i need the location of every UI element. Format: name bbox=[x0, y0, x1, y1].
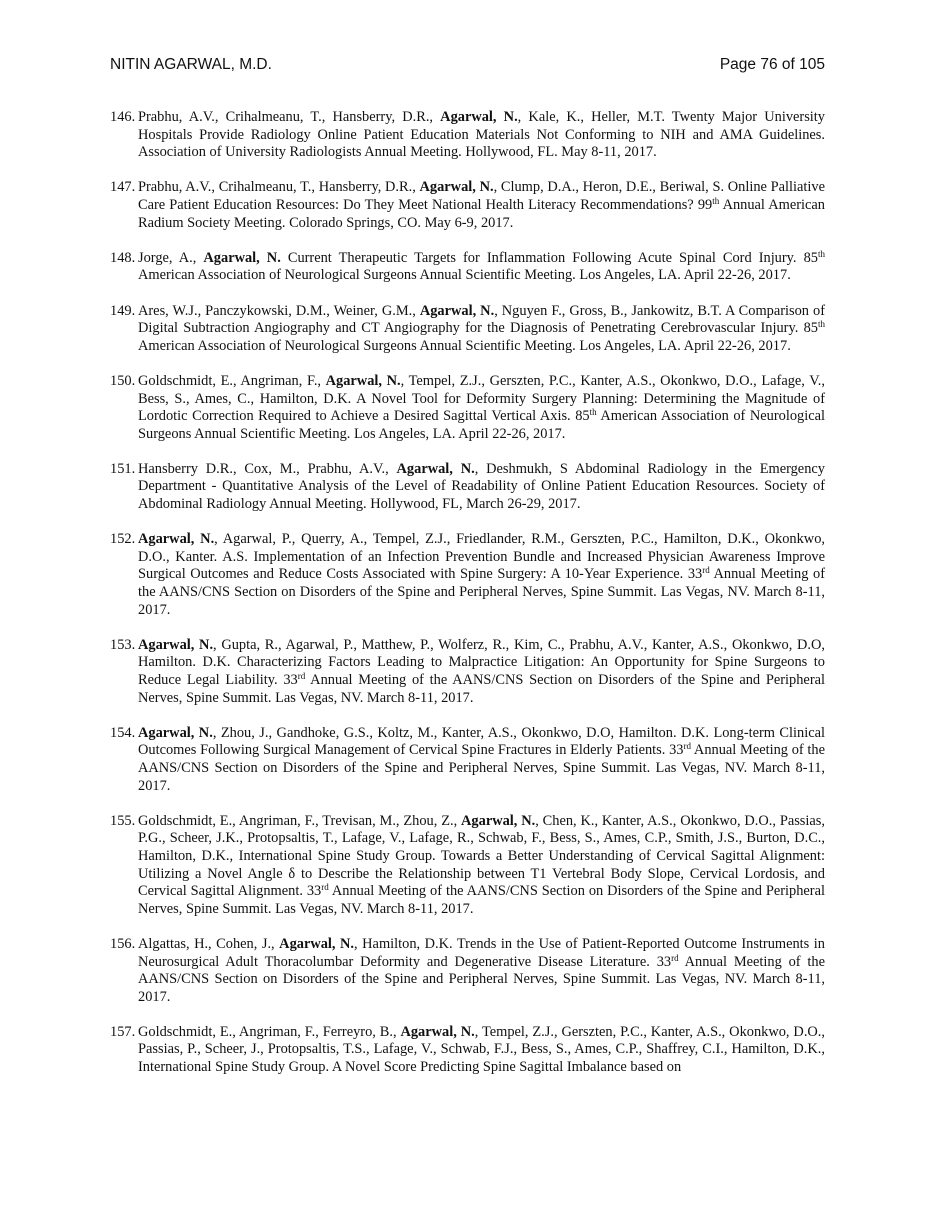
reference-text-segment: Annual American Radium Society Meeting. Colorado Springs, CO. May 6-9, 2017. bbox=[138, 196, 825, 231]
author-name: NITIN AGARWAL, M.D. bbox=[110, 56, 272, 73]
reference-text-segment: American Association of Neurological Surgeons Annual Scientific Meeting. Los Angeles, LA. April 22-26, 2017. bbox=[138, 408, 826, 442]
author-highlight: Agarwal, N. bbox=[203, 249, 281, 266]
author-highlight: Agarwal, N. bbox=[396, 460, 475, 477]
ordinal-suffix: rd bbox=[683, 741, 691, 752]
reference-text bbox=[138, 813, 825, 919]
ordinal-suffix: th bbox=[817, 248, 825, 259]
ordinal-suffix: rd bbox=[321, 882, 329, 893]
reference-item bbox=[110, 109, 825, 162]
reference-text-segment: Annual Meeting of the AANS/CNS Section on Disorders of the Spine and Peripheral Nerves, Spine Summit. Las Vegas, NV. March 8-11, 2017. bbox=[138, 672, 826, 706]
reference-number: 149. bbox=[110, 302, 136, 319]
reference-item bbox=[110, 373, 825, 443]
reference-item bbox=[110, 1024, 825, 1077]
reference-number: 148. bbox=[110, 249, 136, 266]
reference-item bbox=[110, 461, 825, 514]
reference-text-segment: Goldschmidt, E., Angriman, F., bbox=[138, 372, 326, 389]
reference-number: 150. bbox=[110, 372, 136, 389]
reference-number: 153. bbox=[110, 636, 136, 653]
ordinal-suffix: th bbox=[712, 195, 720, 206]
reference-text bbox=[138, 179, 825, 232]
reference-text-segment: American Association of Neurological Surgeons Annual Scientific Meeting. Los Angeles, LA. April 22-26, 2017. bbox=[138, 337, 791, 354]
page-header bbox=[110, 56, 825, 74]
reference-text-segment: Jorge, A., bbox=[138, 249, 204, 266]
reference-text-segment: , Tempel, Z.J., Gerszten, P.C., Kanter, A.S., Okonkwo, D.O., Lafage, V., Bess, S., Ames, C., Hamilton, D.K. A Novel Tool for Deformity Surgery Planning: Determining the Magnitude of Lordotic Correction Required to Achieve a Desired Sagittal Vertical Axis. 85 bbox=[138, 372, 825, 425]
author-highlight: Agarwal, N. bbox=[440, 109, 518, 125]
reference-text-segment: Annual Meeting of the AANS/CNS Section on Disorders of the Spine and Peripheral Nerves, Spine Summit. Las Vegas, NV. March 8-11, 2017. bbox=[138, 742, 825, 794]
reference-text-segment: Ares, W.J., Panczykowski, D.M., Weiner, G.M., bbox=[138, 302, 420, 319]
reference-text-segment: American Association of Neurological Surgeons Annual Scientific Meeting. Los Angeles, LA. April 22-26, 2017. bbox=[138, 267, 791, 284]
page-number: Page 76 of 105 bbox=[719, 56, 825, 73]
reference-item bbox=[110, 179, 825, 232]
reference-text-segment: Annual Meeting of the AANS/CNS Section on Disorders of the Spine and Peripheral Nerves, Spine Summit. Las Vegas, NV. March 8-11, 2017. bbox=[138, 883, 825, 917]
reference-text bbox=[138, 637, 825, 707]
reference-number: 146. bbox=[110, 109, 136, 125]
reference-text bbox=[138, 373, 825, 443]
reference-text-segment: Prabhu, A.V., Crihalmeanu, T., Hansberry, D.R., bbox=[138, 109, 441, 125]
reference-text-segment: , Gupta, R., Agarwal, P., Matthew, P., Wolferz, R., Kim, C., Prabhu, A.V., Kanter, A.S., Okonkwo, D.O, Hamilton. D.K. Characterizing Factors Leading to Malpractice Litigation: An Opportunity for Spine Surgeons to Reduce Legal Liability. 33 bbox=[138, 636, 825, 688]
reference-text-segment: , Chen, K., Kanter, A.S., Okonkwo, D.O., Passias, P.G., Scheer, J.K., Protopsaltis, T., Lafage, V., Lafage, R., Schwab, F., Bess, S., Ames, C.P., Smith, J.S., Burton, D.C., Hamilton, D.K., International Spine Study Group. Towards a Better Understanding of Cervical Sagittal Alignment: Utilizing a Novel Angle δ to Describe the Relationship between T1 Vertebral Body Slope, Cervical Lordosis, and Cervical Sagittal Alignment. 33 bbox=[138, 812, 825, 900]
author-highlight: Agarwal, N. bbox=[325, 372, 401, 389]
reference-number: 157. bbox=[110, 1023, 136, 1040]
reference-text bbox=[138, 250, 825, 285]
ordinal-suffix: rd bbox=[297, 671, 306, 681]
reference-text-segment: Hansberry D.R., Cox, M., Prabhu, A.V., bbox=[138, 460, 397, 477]
reference-text-segment: , Agarwal, P., Querry, A., Tempel, Z.J., Friedlander, R.M., Gerszten, P.C., Hamilton, D.K., Okonkwo, D.O., Kanter. A.S. Implementation of an Infection Prevention Bundle and Increased Physician Awareness Improve Surgical Outcomes and Reduce Costs Associated with Spine Surgery: A 10-Year Experience. 33 bbox=[138, 531, 825, 583]
reference-item bbox=[110, 531, 825, 619]
reference-item bbox=[110, 250, 825, 285]
reference-text-segment: Goldschmidt, E., Angriman, F., Trevisan, M., Zhou, Z., bbox=[138, 812, 462, 829]
ordinal-suffix: th bbox=[589, 407, 597, 418]
author-highlight: Agarwal, N. bbox=[279, 935, 355, 952]
reference-text-segment: , Deshmukh, S Abdominal Radiology in the Emergency Department - Quantitative Analysis of the Level of Readability of Online Patient Education Resources. Society of Abdominal Radiology Annual Meeting. Hollywood, FL, March 26-29, 2017. bbox=[138, 460, 825, 513]
reference-number: 151. bbox=[110, 460, 136, 477]
reference-text-segment: Prabhu, A.V., Crihalmeanu, T., Hansberry, D.R., bbox=[138, 179, 420, 196]
reference-text-segment: Annual Meeting of the AANS/CNS Section on Disorders of the Spine and Peripheral Nerves, Spine Summit. Las Vegas, NV. March 8-11, 2017. bbox=[138, 566, 826, 618]
author-highlight: Agarwal, N. bbox=[400, 1023, 475, 1040]
reference-number: 156. bbox=[110, 935, 136, 952]
reference-text bbox=[138, 303, 825, 356]
reference-text bbox=[138, 1024, 825, 1077]
reference-number: 154. bbox=[110, 724, 136, 741]
reference-text-segment: , Nguyen F., Gross, B., Jankowitz, B.T. A Comparison of Digital Subtraction Angiography and CT Angiography for the Diagnosis of Penetrating Cerebrovascular Injury. 85 bbox=[138, 302, 825, 337]
author-highlight: Agarwal, N. bbox=[138, 636, 214, 653]
reference-text bbox=[138, 109, 825, 162]
author-highlight: Agarwal, N. bbox=[138, 531, 215, 548]
reference-item bbox=[110, 303, 825, 356]
reference-text bbox=[138, 461, 825, 514]
reference-text bbox=[138, 531, 825, 619]
author-highlight: Agarwal, N. bbox=[419, 302, 495, 319]
reference-text-segment: Current Therapeutic Targets for Inflammation Following Acute Spinal Cord Injury. 85 bbox=[280, 249, 818, 266]
reference-text-segment: Goldschmidt, E., Angriman, F., Ferreyro, B., bbox=[138, 1023, 401, 1040]
ordinal-suffix: rd bbox=[671, 952, 679, 963]
ordinal-suffix: rd bbox=[702, 565, 710, 576]
reference-text-segment: Algattas, H., Cohen, J., bbox=[138, 935, 280, 952]
reference-text-segment: , Kale, K., Heller, M.T. Twenty Major University Hospitals Provide Radiology Online Patient Education Materials Not Conforming to NIH and AMA Guidelines. Association of University Radiologists Annual Meeting. Hollywood, FL. May 8-11, 2017. bbox=[138, 109, 825, 161]
reference-item bbox=[110, 936, 825, 1006]
reference-text-segment: , Tempel, Z.J., Gerszten, P.C., Kanter, A.S., Okonkwo, D.O., Passias, P., Scheer, J., Protopsaltis, T.S., Lafage, V., Schwab, F.J., Bess, S., Ames, C.P., Shaffrey, C.I., Hamilton, D.K., International Spine Study Group. A Novel Score Predicting Spine Sagittal Imbalance based on bbox=[138, 1023, 826, 1076]
author-highlight: Agarwal, N. bbox=[461, 812, 536, 829]
reference-item bbox=[110, 637, 825, 707]
reference-number: 155. bbox=[110, 812, 136, 829]
reference-list bbox=[110, 109, 825, 1094]
reference-text-segment: Annual Meeting of the AANS/CNS Section on Disorders of the Spine and Peripheral Nerves, Spine Summit. Las Vegas, NV. March 8-11, 2017. bbox=[138, 953, 825, 1005]
reference-text bbox=[138, 936, 825, 1006]
reference-item bbox=[110, 725, 825, 795]
author-highlight: Agarwal, N. bbox=[138, 724, 213, 741]
reference-text-segment: , Hamilton, D.K. Trends in the Use of Patient-Reported Outcome Instruments in Neurosurgical Adult Thoracolumbar Deformity and Degenerative Disease Literature. 33 bbox=[138, 935, 825, 970]
reference-text-segment: , Clump, D.A., Heron, D.E., Beriwal, S. Online Palliative Care Patient Education Resources: Do They Meet National Health Literacy Recommendations? 99 bbox=[138, 179, 825, 213]
reference-text bbox=[138, 725, 825, 795]
ordinal-suffix: th bbox=[817, 319, 825, 330]
author-highlight: Agarwal, N. bbox=[419, 179, 494, 196]
reference-number: 147. bbox=[110, 179, 136, 196]
reference-item bbox=[110, 813, 825, 919]
reference-number: 152. bbox=[110, 531, 136, 548]
reference-text-segment: , Zhou, J., Gandhoke, G.S., Koltz, M., Kanter, A.S., Okonkwo, D.O, Hamilton. D.K. Long-term Clinical Outcomes Following Surgical Management of Cervical Spine Fractures in Elderly Patients. 33 bbox=[138, 724, 825, 759]
